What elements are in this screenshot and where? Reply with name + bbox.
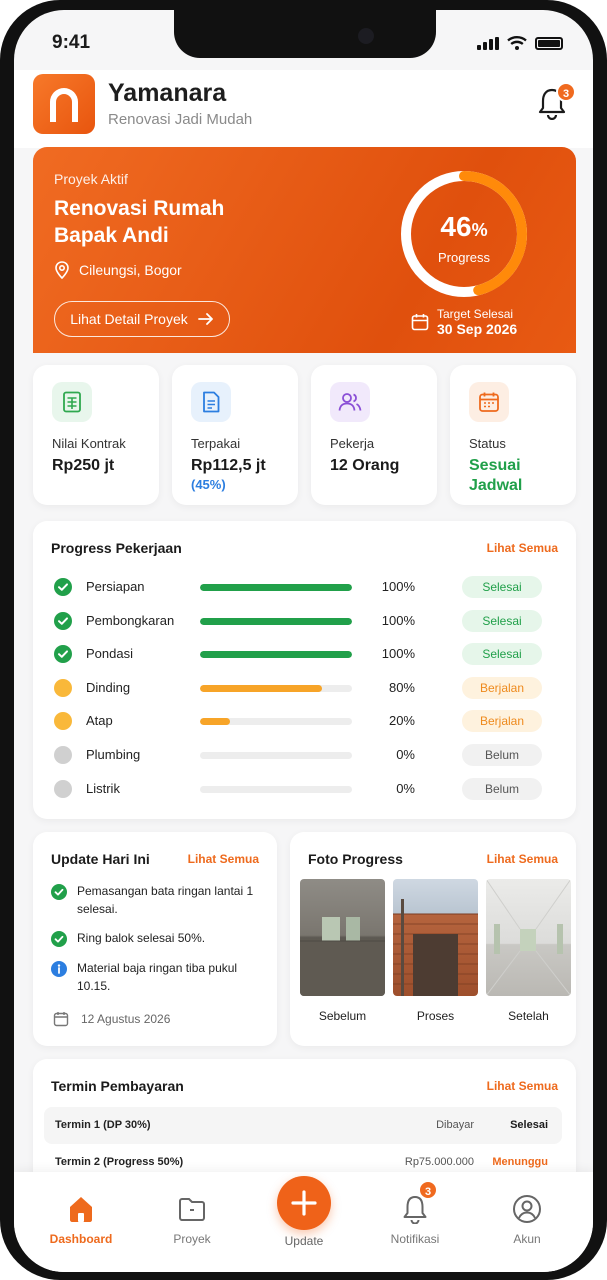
term-name: Termin 2 (Progress 50%) [55, 1156, 184, 1168]
progress-value [399, 211, 529, 243]
project-location [55, 261, 182, 279]
nav-label: Notifikasi [390, 1232, 440, 1246]
progress-number: 46 [440, 211, 472, 242]
progress-phase-name: Pondasi [86, 646, 133, 662]
progress-phase-name: Listrik [86, 780, 120, 796]
location-pin-icon [55, 261, 69, 279]
logo-arch-icon [50, 88, 78, 122]
progress-row[interactable] [51, 744, 546, 766]
progress-bar [200, 685, 352, 692]
check-circle-icon [54, 645, 72, 663]
progress-status-badge: Selesai [462, 576, 542, 598]
progress-bar [200, 752, 352, 759]
progress-row[interactable] [51, 610, 546, 632]
photo-progress-card [290, 832, 576, 1046]
progress-percent: 20% [388, 713, 415, 729]
add-update-button[interactable] [277, 1176, 331, 1230]
stat-label: Terpakai [191, 436, 241, 451]
progress-status-badge: Belum [462, 744, 542, 766]
progress-bar [200, 651, 352, 658]
status-icons [477, 36, 563, 50]
update-item [51, 959, 256, 995]
app-name: Yamanara [108, 79, 227, 107]
payment-terms-title: Termin Pembayaran [51, 1078, 184, 1094]
progress-percent: 80% [388, 679, 415, 695]
progress-phase-name: Persiapan [86, 579, 145, 594]
update-date [53, 1011, 170, 1027]
photo-caption-process: Proses [416, 1009, 455, 1023]
stat-value: Rp250 jt [52, 457, 115, 474]
check-circle-icon [54, 578, 72, 596]
progress-bar [200, 618, 352, 625]
progress-percent: 100% [381, 579, 415, 594]
photo-progress-title: Foto Progress [308, 851, 403, 867]
document-icon [191, 382, 231, 422]
nav-label: Update [284, 1234, 324, 1248]
progress-phase-name: Dinding [86, 679, 131, 695]
progress-percent: 100% [381, 646, 415, 662]
user-icon [512, 1194, 542, 1224]
target-text [437, 307, 517, 337]
progress-bar [200, 584, 352, 591]
app-header [14, 70, 593, 148]
status-dot-icon [54, 712, 72, 730]
app-logo [33, 74, 95, 134]
target-date: 30 Sep 2026 [437, 321, 518, 337]
photo-caption-before: Sebelum [318, 1009, 367, 1023]
progress-percent: 0% [396, 747, 415, 762]
progress-bar-fill [200, 584, 352, 591]
camera-icon [358, 28, 374, 44]
update-text: Pemasangan bata ringan lantai 1 selesai. [77, 884, 254, 916]
photo-process[interactable] [393, 879, 478, 996]
notification-badge: 3 [556, 82, 576, 102]
progress-phase-name: Plumbing [86, 747, 141, 762]
bottom-navigation [14, 1172, 593, 1272]
nav-notifications[interactable] [370, 1194, 460, 1246]
status-time: 9:41 [52, 32, 91, 53]
progress-status-badge: Berjalan [462, 677, 542, 699]
nav-label: Akun [513, 1232, 541, 1246]
progress-bar [200, 718, 352, 725]
stat-card-contract[interactable] [33, 365, 159, 505]
work-progress-card [33, 521, 576, 819]
daily-update-title: Update Hari Ini [51, 851, 150, 867]
progress-phase-name: Atap [86, 713, 113, 729]
progress-label: Progress [437, 250, 491, 265]
calendar-icon [53, 1011, 69, 1027]
folder-icon [177, 1194, 207, 1224]
view-project-detail-button[interactable] [54, 301, 230, 337]
term-status: Selesai [510, 1119, 548, 1131]
stat-sub-value: (45%) [191, 477, 226, 492]
check-circle-icon [51, 931, 67, 947]
arrow-right-icon [198, 313, 214, 325]
spreadsheet-icon [52, 382, 92, 422]
update-date-text: 12 Agustus 2026 [81, 1012, 171, 1026]
work-progress-see-all-link[interactable]: Lihat Semua [486, 541, 558, 555]
work-progress-title: Progress Pekerjaan [51, 540, 182, 556]
nav-account[interactable] [482, 1194, 572, 1246]
stat-value: Rp112,5 jt [191, 457, 266, 474]
progress-status-badge: Berjalan [462, 710, 542, 732]
progress-bar-fill [200, 685, 322, 692]
photo-caption-after: Setelah [508, 1009, 549, 1023]
nav-label: Dashboard [49, 1232, 113, 1246]
progress-row[interactable] [51, 677, 546, 699]
info-icon [51, 961, 67, 977]
stat-card-spent[interactable] [172, 365, 298, 505]
home-icon [66, 1194, 96, 1224]
wifi-icon [507, 36, 527, 50]
stat-status-line-1: Sesuai [469, 457, 521, 474]
stat-card-status[interactable] [450, 365, 576, 505]
nav-notification-badge: 3 [418, 1180, 438, 1200]
progress-row[interactable] [51, 778, 546, 800]
photo-before[interactable] [300, 879, 385, 996]
update-text: Ring balok selesai 50%. [77, 931, 206, 945]
payment-terms-see-all-link[interactable]: Lihat Semua [486, 1079, 558, 1093]
plus-icon [277, 1176, 331, 1230]
target-completion [411, 307, 517, 337]
project-stats [33, 365, 576, 505]
daily-update-see-all-link[interactable]: Lihat Semua [187, 852, 259, 866]
progress-row[interactable] [51, 643, 546, 665]
daily-update-card [33, 832, 277, 1046]
term-name: Termin 1 (DP 30%) [55, 1119, 151, 1131]
active-project-label: Proyek Aktif [54, 171, 128, 187]
stat-status-line-2: Jadwal [469, 477, 523, 494]
signal-icon [477, 37, 499, 50]
progress-row[interactable] [51, 576, 546, 598]
progress-phase-name: Pembongkaran [86, 612, 175, 628]
progress-bar-fill [200, 718, 230, 725]
term-status: Menunggu [492, 1156, 548, 1168]
camera-notch [174, 10, 436, 58]
progress-bar-fill [200, 618, 352, 625]
progress-row[interactable] [51, 710, 546, 732]
project-title: Renovasi Rumah Bapak Andi [54, 197, 225, 247]
update-item [51, 929, 256, 947]
term-amount: Dibayar [436, 1119, 474, 1131]
nav-label: Proyek [173, 1232, 211, 1246]
app-tagline: Renovasi Jadi Mudah [108, 111, 253, 128]
status-dot-icon [54, 746, 72, 764]
progress-percent: 0% [396, 780, 415, 796]
stat-card-workers[interactable] [311, 365, 437, 505]
nav-projects[interactable] [147, 1194, 237, 1246]
progress-bar [200, 786, 352, 793]
status-dot-icon [54, 679, 72, 697]
calendar-icon [411, 313, 429, 331]
progress-unit: % [471, 220, 488, 240]
progress-status-badge: Belum [462, 778, 542, 800]
progress-percent: 100% [381, 612, 415, 628]
update-text: Material baja ringan tiba pukul 10.15. [77, 961, 238, 993]
progress-status-badge: Selesai [462, 643, 542, 665]
photo-progress-see-all-link[interactable]: Lihat Semua [486, 852, 558, 866]
battery-icon [535, 37, 563, 50]
stat-value: 12 Orang [330, 457, 400, 474]
nav-dashboard[interactable] [36, 1194, 126, 1246]
stat-label: Status [469, 436, 506, 451]
app-screen [14, 10, 593, 1272]
photo-after[interactable] [486, 879, 571, 996]
progress-bar-fill [200, 651, 352, 658]
check-circle-icon [54, 612, 72, 630]
active-project-card [33, 147, 576, 353]
check-circle-icon [51, 884, 67, 900]
status-dot-icon [54, 780, 72, 798]
stat-status-value [469, 456, 522, 496]
target-label: Target Selesai [437, 307, 514, 321]
payment-term-row[interactable] [44, 1107, 562, 1144]
users-icon [330, 382, 370, 422]
update-item [51, 882, 256, 918]
calendar-icon [469, 382, 509, 422]
project-location-text: Cileungsi, Bogor [79, 262, 182, 278]
progress-status-badge: Selesai [462, 610, 542, 632]
stat-label: Pekerja [330, 436, 375, 451]
term-amount: Rp75.000.000 [404, 1156, 474, 1168]
view-project-detail-label: Lihat Detail Proyek [70, 311, 188, 327]
stat-label: Nilai Kontrak [52, 436, 126, 451]
